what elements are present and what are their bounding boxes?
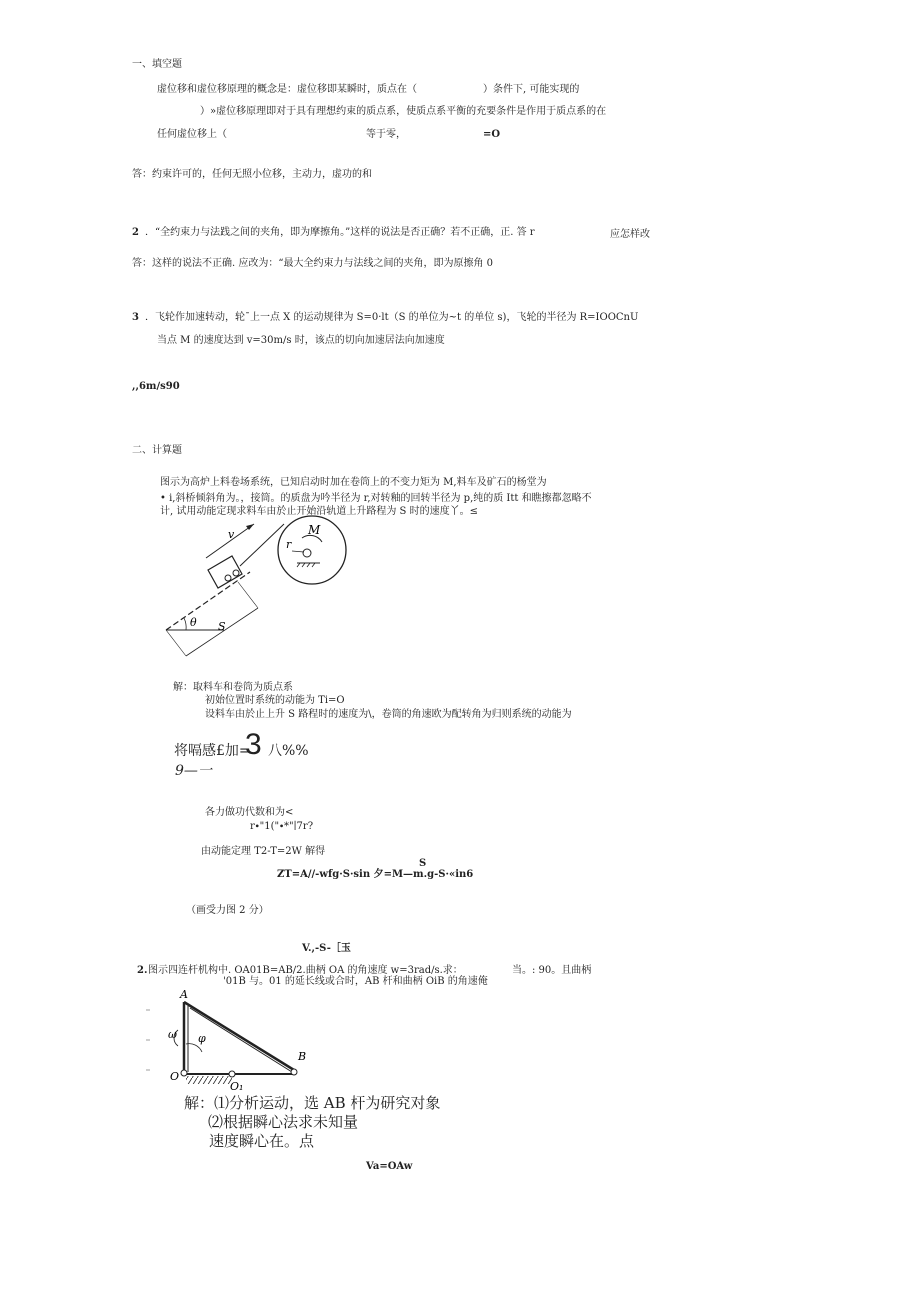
dimension-ext (238, 582, 258, 608)
p1-line2: • i,斜桥倾斜角为。，接筒。的质盘为吟半径为 r,对转釉的回转半径为 p,纯的质 Itt 和瞧擦都忽略不 (160, 493, 592, 504)
section2-heading: 二、计算题 (132, 445, 182, 456)
label-S: S (218, 620, 226, 633)
label-phi: φ (198, 1032, 206, 1045)
q3-number: 3 (132, 312, 139, 323)
label-B: B (298, 1050, 307, 1063)
drum-support-hatch (297, 563, 315, 567)
label-v: v (228, 528, 235, 541)
p2-sol3: 速度瞬心在。点 (209, 1132, 315, 1150)
label-r: r (286, 538, 292, 551)
cart (208, 556, 242, 588)
q2-number: 2 (132, 227, 139, 238)
p1-s-small: S (419, 858, 427, 869)
q2-text-right: 应怎样改 (610, 229, 650, 240)
q3-text: ．飞轮作加速转动，轮¯上一点 X 的运动规律为 S=0·lt（S 的单位为~t 的单位 s)，飞轮的半径为 R=IOOCnU (145, 312, 639, 323)
p1-line1: 图示为高炉上料卷场系统，已知启动时加在卷筒上的不变力矩为 M,料车及矿石的杨堂为 (160, 477, 547, 488)
p1-big-c: 八%% (268, 743, 309, 759)
hoist-figure (160, 518, 360, 668)
p1-formula: ZT=A//-wfg·S·sin 夕=M—m.g-S·«in6 (277, 869, 474, 880)
p2-line2: '01B 与。01 的延长线或合时，AB 杆和曲柄 OiB 的角速俺 (223, 976, 488, 987)
p2-sol2: ⑵根据瞬心法求未知量 (208, 1113, 359, 1131)
cart-wheel (233, 570, 239, 576)
p1-line3: 计, 试用动能定现求料车由於止开始沿轨道上升路程为 S 时的速度丫。≤ (160, 506, 478, 517)
p2-number: 2. (137, 965, 148, 976)
q1-line3-c: =O (483, 129, 501, 140)
joint-B (291, 1069, 297, 1075)
q1-line2: ）»虚位移原理即对于具有理想约束的质点系，使质点系平衡的充要条件是作用于质点系的在 (200, 106, 607, 117)
q1-line3-a: 任何虚位移上（ (157, 129, 227, 140)
linkage-figure (142, 988, 307, 1093)
q1-line1-b: ）条件下, 可能实现的 (483, 84, 580, 95)
dimension-ext (166, 630, 186, 656)
cart-wheel (225, 575, 231, 581)
label-theta: θ (190, 616, 197, 629)
p1-big-b: 3 (245, 728, 262, 761)
p1-big-a: 将嗝感£加= (174, 743, 251, 759)
q1-line3-b: 等于零， (366, 129, 406, 140)
drum-axle (303, 549, 311, 557)
p1-sol1: 解：取料车和卷筒为质点系 (173, 682, 293, 693)
p1-sol2: 初始位置时系统的动能为 Ti=O (205, 695, 345, 706)
label-omega: ω (168, 1028, 177, 1041)
q3-answer: ,,6m∕s90 (132, 381, 180, 392)
ground-hatch (186, 1076, 232, 1084)
label-O1: O₁ (230, 1080, 244, 1093)
q2-answer: 答：这样的说法不正确. 应改为：“最大全约束力与法线之间的夹角，即为原擦角 0 (132, 258, 494, 269)
label-M: M (308, 523, 321, 537)
label-O: O (170, 1070, 180, 1083)
q3-text2: 当点 M 的速度达到 v=30m∕s 时，该点的切向加速居法向加速度 (157, 335, 445, 346)
p1-sol3: 设料车由於止上升 S 路程时的速度为\，卷筒的角速欧为配转角为归则系统的动能为 (205, 709, 572, 720)
q1-line1-a: 虚位移和虚位移原理的概念是：虚位移即某瞬时，质点在（ (157, 84, 417, 95)
p1-work: 各力做功代数和为< (205, 807, 294, 818)
angle-arc (184, 618, 186, 630)
p2-sol1: 解：⑴分析运动，选 AB 杆为研究对象 (184, 1094, 441, 1112)
label-A: A (180, 988, 188, 1001)
p1-work2: r∙"1("∙*"∣7r? (250, 821, 314, 832)
rope (240, 524, 284, 566)
p1-big2: 9—一 (175, 763, 212, 779)
p2-line1-right: 当。: 90。且曲柄 (512, 965, 592, 976)
p2-line1: 图示四连杆机构中. OA01B=AB∕2.曲柄 OA 的角速度 w=3rad∕s.求： (148, 965, 463, 976)
section1-heading: 一、填空题 (132, 59, 182, 70)
p1-result: V.,-S-［玉 (302, 943, 351, 954)
p2-va: Va=OAw (366, 1161, 413, 1172)
joint-O1 (229, 1071, 235, 1077)
p1-theorem: 由动能定理 T2-T=2W 解得 (201, 846, 326, 857)
p1-note: （画受力图 2 分） (186, 905, 269, 916)
q1-answer: 答：约束许可的，任何无照小位移，主动力，虚功的和 (132, 169, 372, 180)
radius-line (292, 551, 304, 552)
q2-text: ．“全约束力与法践之间的夹角，即为摩擦角。”这样的说法是否正确？若不正确，正. 答 r (145, 227, 535, 238)
joint-O (181, 1070, 187, 1076)
